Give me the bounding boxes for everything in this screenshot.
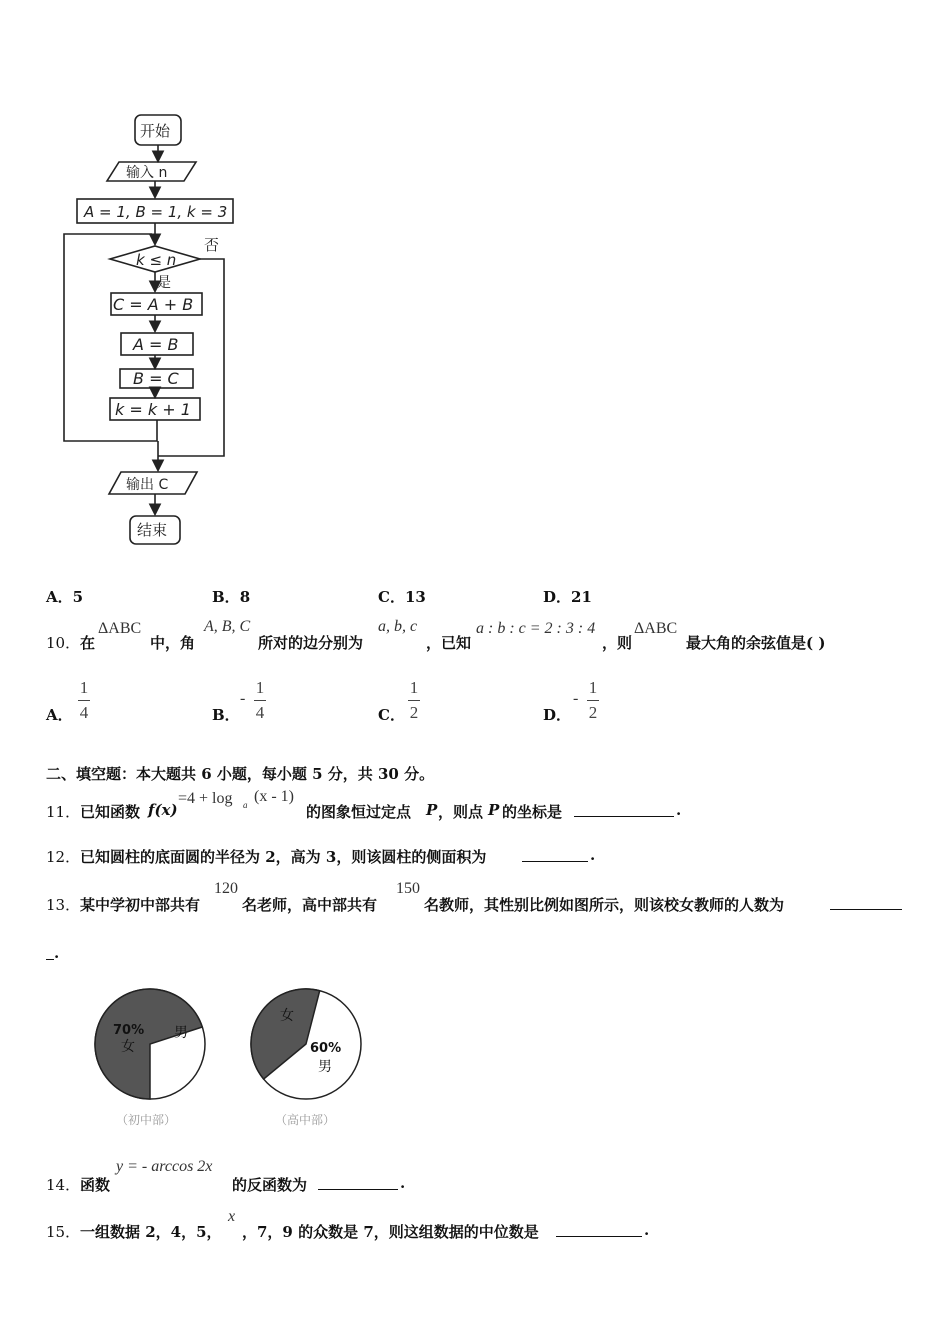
flow-start-label: 开始 [140,122,171,140]
pie-charts [80,978,380,1138]
question-15: 15． 一组数据 2，4，5， x ，7，9 的众数是 7，则这组数据的中位数是 . [46,1208,650,1241]
flow-step3-label: B = C [133,369,179,388]
q13-answer-blank[interactable] [830,895,902,910]
q10-option-a: A． 1 4 [46,678,89,724]
q10-option-c: C． 1 2 [378,678,419,724]
q9-option-b: B．8 [212,588,251,606]
q13-answer-blank-2[interactable] [46,945,54,960]
q10-d-fraction: 1 2 [588,678,598,722]
q10-c-fraction: 1 2 [409,678,419,722]
pie-senior-male-text: 男 [318,1059,332,1075]
q13-answer-blank-cont: . [46,944,86,966]
question-13: 13． 某中学初中部共有 120 名老师，高中部共有 150 名教师，其性别比例如图所示，则该校女教师的人数为 [46,878,906,918]
q9-option-d: D．21 [543,588,592,606]
flow-init-label: A = 1, B = 1, k = 3 [84,203,228,221]
q11-answer-blank[interactable] [574,802,674,817]
pie-senior-male-percent: 60% [310,1041,342,1056]
flow-yes-label: 是 [157,275,171,291]
q9-option-a: A．5 [46,588,84,606]
q10-number: 10． [46,634,81,652]
q10-option-b: B． - 1 4 [212,678,265,724]
question-12: 12． 已知圆柱的底面圆的半径为 2，高为 3，则该圆柱的侧面积为 . [46,846,596,866]
flow-output-label: 输出 C [126,477,169,493]
q12-answer-blank[interactable] [522,847,588,862]
pie-senior-caption: （高中部） [275,1113,336,1127]
q9-option-c: C．13 [378,588,426,606]
pie-senior [251,989,361,1099]
pie-junior-male-text: 男 [174,1025,188,1041]
q10-b-fraction: 1 4 [255,678,265,722]
pie-junior [95,989,205,1099]
q10-a-fraction: 1 4 [79,678,89,722]
q10-option-d: D． - 1 2 [543,678,598,724]
flow-step1-label: C = A + B [113,295,194,314]
pie-junior-female-percent: 70% [113,1023,145,1038]
q15-answer-blank[interactable] [556,1222,642,1237]
flow-no-label: 否 [204,236,220,254]
pie-senior-female-text: 女 [280,1008,294,1024]
flow-input-label: 输入 n [126,165,168,181]
pie-junior-female-text: 女 [121,1039,135,1055]
question-14: 14． 函数 y = - arccos 2x 的反函数为 . [46,1158,406,1194]
question-10: 10． 在 ΔABC 中，角 A, B, C 所对的边分别为 a, b, c ，已知 a : b : c = 2 : 3 : 4 ，则 ΔABC 最大角的余弦值是( ) [46,618,826,652]
section-2-heading: 二、填空题：本大题共 6 小题，每小题 5 分，共 30 分。 [46,765,435,783]
flowchart [0,0,300,560]
q14-answer-blank[interactable] [318,1175,398,1190]
flow-condition-label: k ≤ n [136,251,177,269]
flow-end-label: 结束 [137,521,168,539]
question-11: 11． 已知函数 f(x) =4 + log a (x - 1) 的图象恒过定点 P ，则点 P 的坐标是 . [46,788,682,821]
pie-junior-caption: （初中部） [116,1113,177,1127]
flow-step4-label: k = k + 1 [115,400,191,419]
flow-step2-label: A = B [133,335,179,354]
